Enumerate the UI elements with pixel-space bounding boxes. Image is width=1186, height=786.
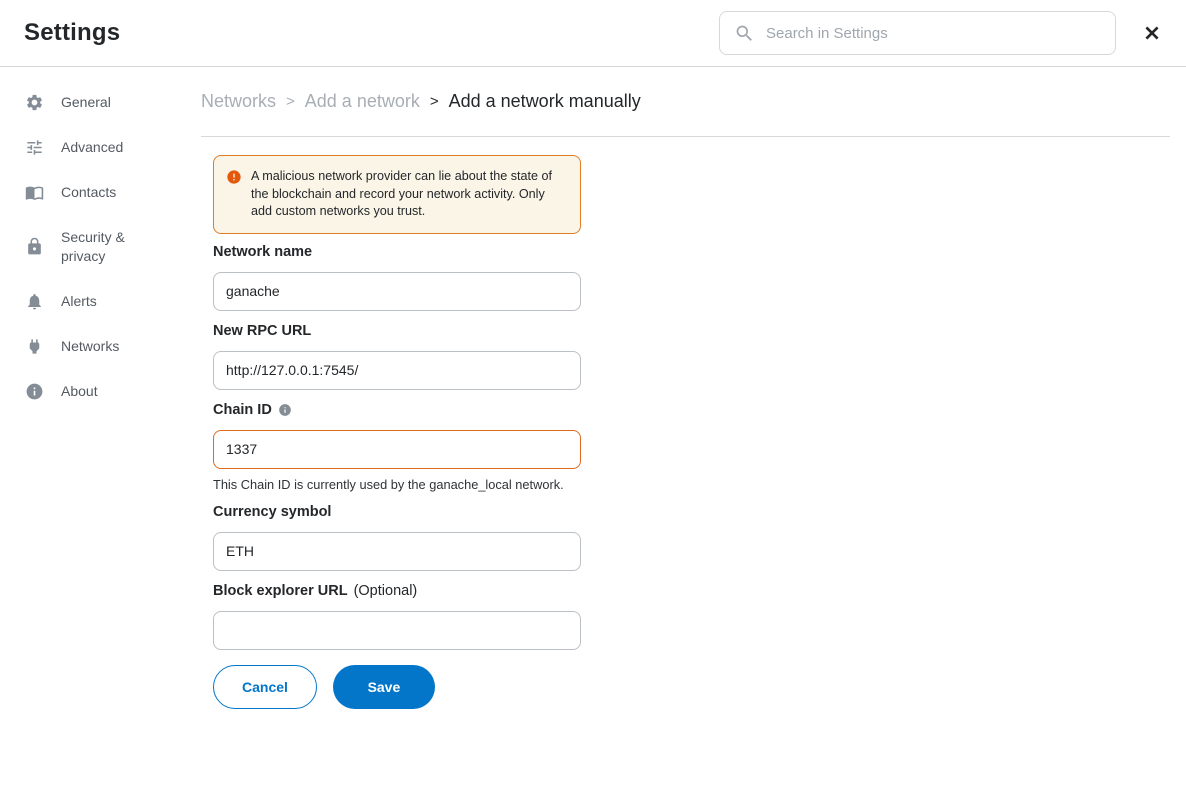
rpc-url-field: [213, 323, 581, 390]
settings-header: [0, 0, 1186, 67]
form-actions: [213, 665, 581, 709]
network-name-input[interactable]: [213, 272, 581, 311]
sidebar-item-alerts[interactable]: [0, 279, 198, 324]
warning-info-icon: [226, 168, 242, 221]
sidebar-item-general[interactable]: [0, 80, 198, 125]
malicious-network-warning-banner: [213, 155, 581, 234]
cancel-button[interactable]: Cancel: [213, 665, 317, 709]
settings-sidebar: [0, 67, 198, 786]
lock-icon: [25, 237, 44, 256]
info-icon: [25, 382, 44, 401]
search-icon: [734, 23, 755, 44]
plug-icon: [25, 337, 44, 356]
sidebar-item-label: Security & privacy: [61, 229, 125, 264]
close-button[interactable]: [1138, 19, 1166, 47]
sidebar-item-label: Networks: [61, 337, 120, 354]
block-explorer-input[interactable]: [213, 611, 581, 650]
currency-symbol-field: [213, 504, 581, 571]
block-explorer-optional-label: (Optional): [353, 582, 418, 599]
breadcrumb-item-networks[interactable]: Networks: [201, 91, 277, 111]
search-input[interactable]: [766, 25, 1101, 42]
sidebar-item-networks[interactable]: [0, 324, 198, 369]
sidebar-item-label: Contacts: [61, 184, 117, 201]
currency-symbol-input[interactable]: [213, 532, 581, 571]
book-icon: [25, 183, 44, 202]
sidebar-item-security-privacy[interactable]: [0, 215, 198, 279]
chain-id-helper-text: This Chain ID is currently used by the ganache_local network.: [213, 476, 564, 492]
sliders-icon: [25, 138, 44, 157]
sidebar-item-label: Advanced: [61, 139, 124, 156]
breadcrumb-item-add-a-network[interactable]: Add a network: [304, 91, 420, 111]
breadcrumb-item-add-a-network-manually: Add a network manually: [448, 91, 641, 111]
rpc-url-input[interactable]: [213, 351, 581, 390]
sidebar-item-advanced[interactable]: [0, 125, 198, 170]
chain-id-label: Chain ID: [213, 401, 272, 418]
block-explorer-label: Block explorer URL: [213, 582, 348, 599]
sidebar-item-contacts[interactable]: [0, 170, 198, 215]
sidebar-item-about[interactable]: [0, 369, 198, 414]
chain-id-input[interactable]: [213, 430, 581, 469]
block-explorer-field: [213, 583, 581, 650]
sidebar-item-label: About: [61, 382, 98, 399]
network-name-label: Network name: [213, 243, 313, 260]
gear-icon: [25, 93, 44, 112]
page-title: Settings: [24, 19, 121, 46]
chain-id-field: [213, 402, 581, 492]
sidebar-item-label: Alerts: [61, 292, 97, 309]
search-box[interactable]: [719, 11, 1116, 55]
rpc-url-label: New RPC URL: [213, 322, 312, 339]
breadcrumb-separator-icon: >: [286, 93, 295, 110]
settings-content: [198, 67, 1186, 786]
warning-banner-text: A malicious network provider can lie about the state of the blockchain and record your network activity. Only add custom networks you trust.: [251, 169, 553, 219]
network-name-field: [213, 244, 581, 311]
bell-icon: [25, 292, 44, 311]
breadcrumb: [201, 67, 1170, 137]
sidebar-item-label: General: [61, 94, 111, 111]
currency-symbol-label: Currency symbol: [213, 503, 332, 520]
add-network-form: [213, 155, 581, 709]
save-button[interactable]: Save: [333, 665, 435, 709]
breadcrumb-separator-icon: >: [429, 93, 439, 110]
chain-id-info-icon[interactable]: [278, 403, 292, 417]
close-icon: [1142, 23, 1162, 43]
